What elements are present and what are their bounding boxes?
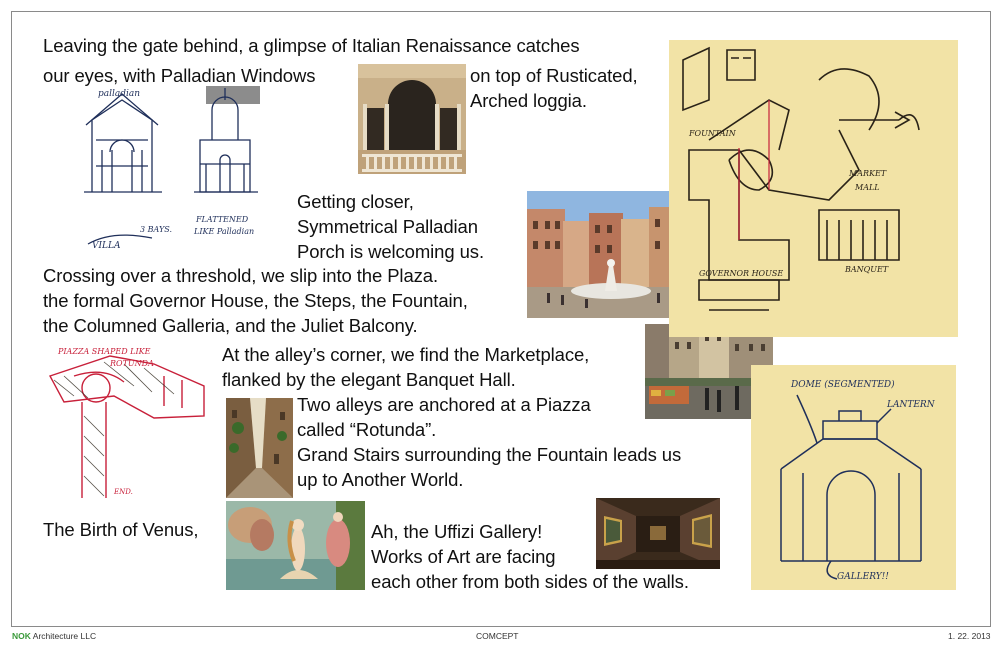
sketch-label-mall: MALL [855,183,880,192]
palladian-window-photo [358,64,466,174]
footer-company [12,631,96,641]
narrative-line-9: the formal Governor House, the Steps, the Fountain, [43,290,468,311]
sketch-label-gallery: GALLERY!! [837,572,889,582]
uffizi-gallery-photo [596,498,720,569]
sketch-label-dome: DOME (SEGMENTED) [791,380,895,390]
narrative-line-14: called “Rotunda”. [297,419,437,440]
footer-company-name: Architecture LLC [30,631,97,641]
narrative-line-19: Works of Art are facing [371,546,556,567]
narrative-line-11: At the alley’s corner, we find the Marketplace, [222,344,590,365]
sketch-label-flattened: FLATTENED [196,215,249,224]
narrative-line-20: each other from both sides of the walls. [371,571,689,592]
birth-of-venus-photo [226,501,365,590]
narrative-line-10: the Columned Galleria, and the Juliet Balcony. [43,315,418,336]
rotunda-piazza-sketch [44,336,216,508]
alley-photo [226,398,293,498]
sketch-label-like-palladian: LIKE Palladian [194,227,255,236]
dome-gallery-sketch [751,365,956,590]
palladian-villa-sketch [82,80,290,260]
footer-brand: NOK [12,631,31,641]
narrative-line-12: flanked by the elegant Banquet Hall. [222,369,516,390]
narrative-line-3: on top of Rusticated, [470,65,638,86]
narrative-line-4: Arched loggia. [470,90,587,111]
narrative-line-18: Ah, the Uffizi Gallery! [371,521,543,542]
sketch-label-rotunda: ROTUNDA [110,359,154,368]
narrative-line-1: Leaving the gate behind, a glimpse of Italian Renaissance catches [43,35,580,56]
sketch-label-lantern: LANTERN [887,400,935,410]
narrative-line-8: Crossing over a threshold, we slip into the Plaza. [43,265,439,286]
narrative-line-13: Two alleys are anchored at a Piazza [297,394,591,415]
sketch-label-fountain: FOUNTAIN [689,129,736,138]
narrative-line-7: Porch is welcoming us. [297,241,484,262]
narrative-line-16: up to Another World. [297,469,464,490]
sketch-label-market: MARKET [849,169,887,178]
footer-title: COMCEPT [476,631,519,641]
sketch-label-piazza: PIAZZA SHAPED LIKE [58,347,151,356]
sketch-label-bays: 3 BAYS. [140,225,172,234]
sketch-label-end: END. [114,488,133,496]
sketch-label-villa: VILLA [92,241,121,251]
plaza-plan-sketch [669,40,958,337]
sketch-label-banquet: BANQUET [845,265,889,274]
narrative-line-17: The Birth of Venus, [43,519,199,540]
narrative-line-5: Getting closer, [297,191,414,212]
footer-date: 1. 22. 2013 [948,631,991,641]
sketch-label-palladian: palladian [98,89,141,99]
narrative-line-15: Grand Stairs surrounding the Fountain leads us [297,444,682,465]
narrative-line-6: Symmetrical Palladian [297,216,478,237]
sketch-label-governor: GOVERNOR HOUSE [699,269,784,278]
narrative-line-2: our eyes, with Palladian Windows [43,65,316,86]
